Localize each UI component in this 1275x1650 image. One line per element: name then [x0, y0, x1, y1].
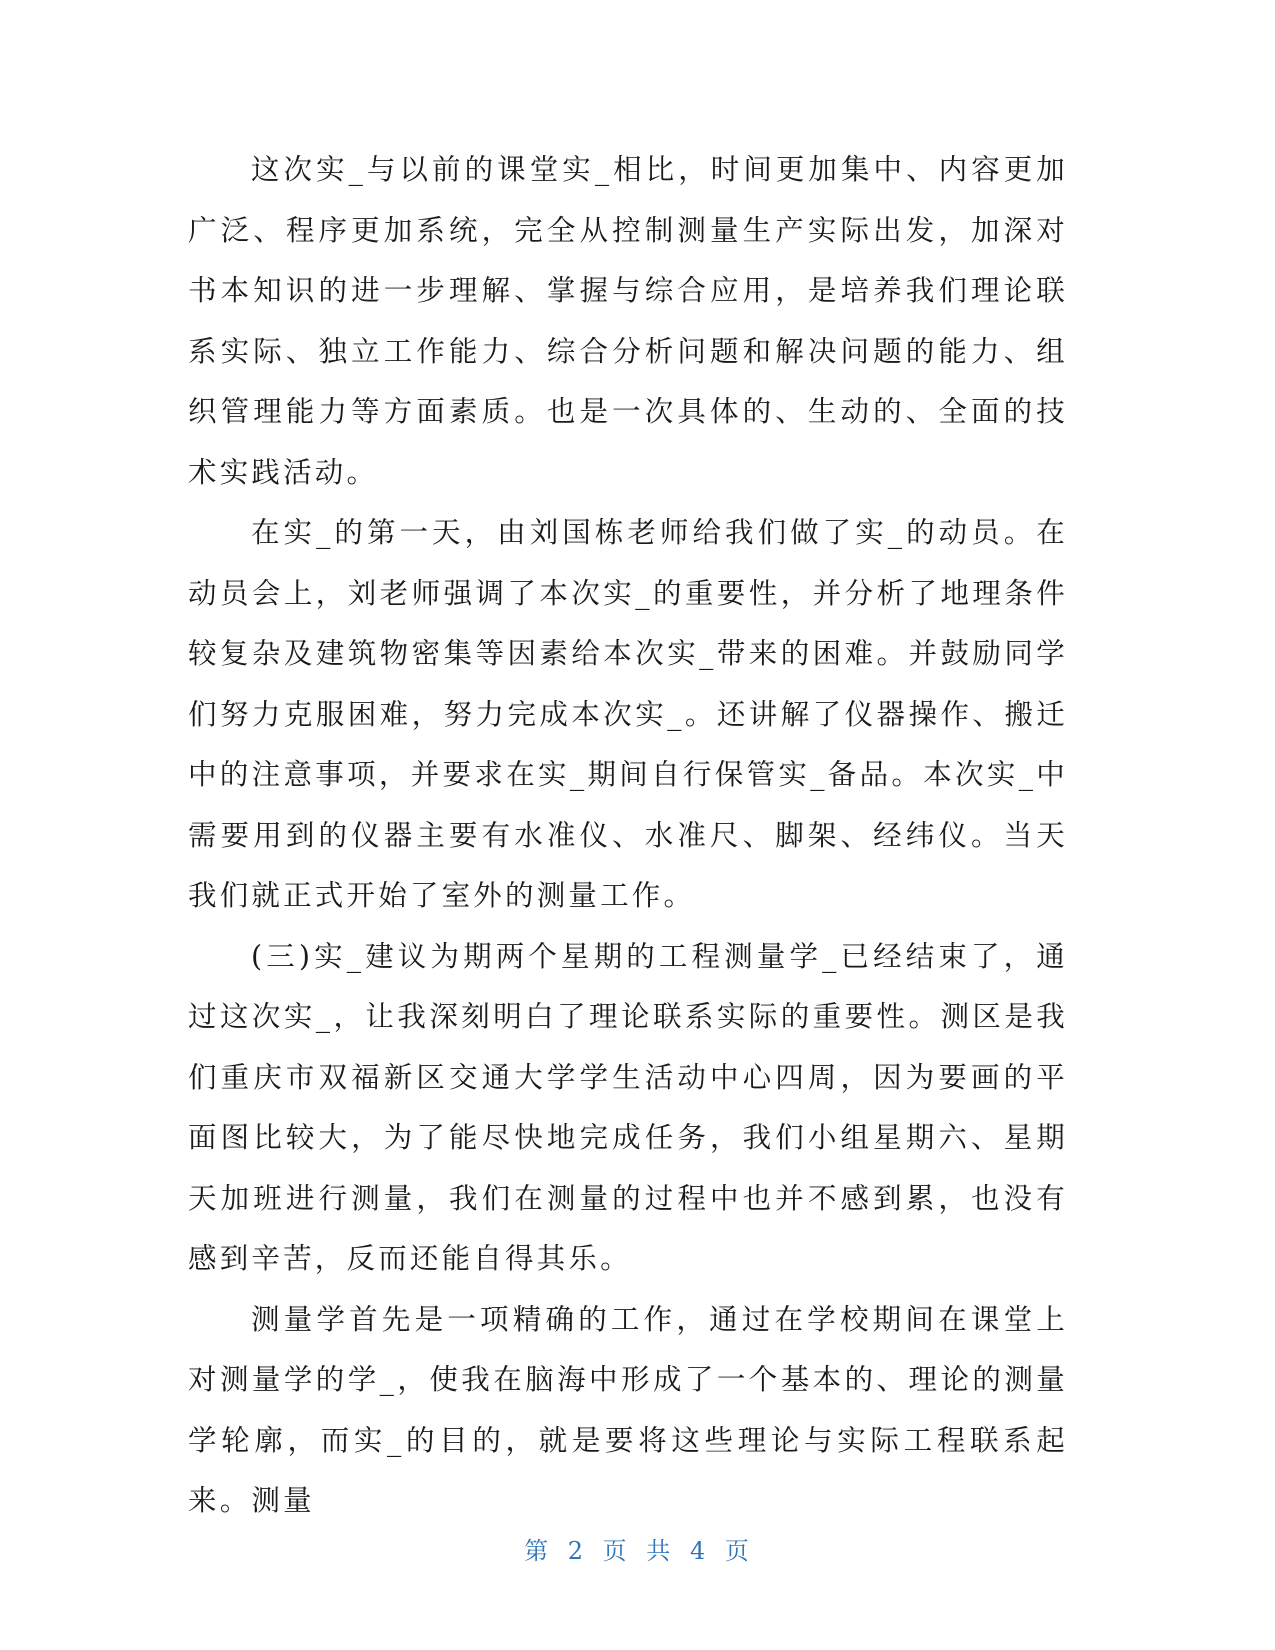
page-number-footer: 第 2 页 共 4 页	[524, 1537, 751, 1565]
paragraph-3: (三)实_建议为期两个星期的工程测量学_已经结束了，通过这次实_，让我深刻明白了理论联系实际的重要性。测区是我们重庆市双福新区交通大学学生活动中心四周，因为要画的平面图比较大，为了能尽快地完成任务，我们小组星期六、星期天加班进行测量，我们在测量的过程中也并不感到累，也没有感到辛苦，反而还能自得其乐。	[188, 939, 1068, 1275]
paragraph-2: 在实_的第一天，由刘国栋老师给我们做了实_的动员。在动员会上，刘老师强调了本次实_的重要性，并分析了地理条件较复杂及建筑物密集等因素给本次实_带来的困难。并鼓励同学们努力克服困难，努力完成本次实_。还讲解了仪器操作、搬迁中的注意事项，并要求在实_期间自行保管实_备品。本次实_中需要用到的仪器主要有水准仪、水准尺、脚架、经纬仪。当天我们就正式开始了室外的测量工作。	[188, 516, 1068, 912]
paragraph-1: 这次实_与以前的课堂实_相比，时间更加集中、内容更加广泛、程序更加系统，完全从控制测量生产实际出发，加深对书本知识的进一步理解、掌握与综合应用，是培养我们理论联系实际、独立工作能力、综合分析问题和解决问题的能力、组织管理能力等方面素质。也是一次具体的、生动的、全面的技术实践活动。	[188, 153, 1068, 489]
paragraph-4: 测量学首先是一项精确的工作，通过在学校期间在课堂上对测量学的学_，使我在脑海中形成了一个基本的、理论的测量学轮廓，而实_的目的，就是要将这些理论与实际工程联系起来。测量	[188, 1302, 1068, 1517]
document-body	[188, 140, 1068, 1532]
